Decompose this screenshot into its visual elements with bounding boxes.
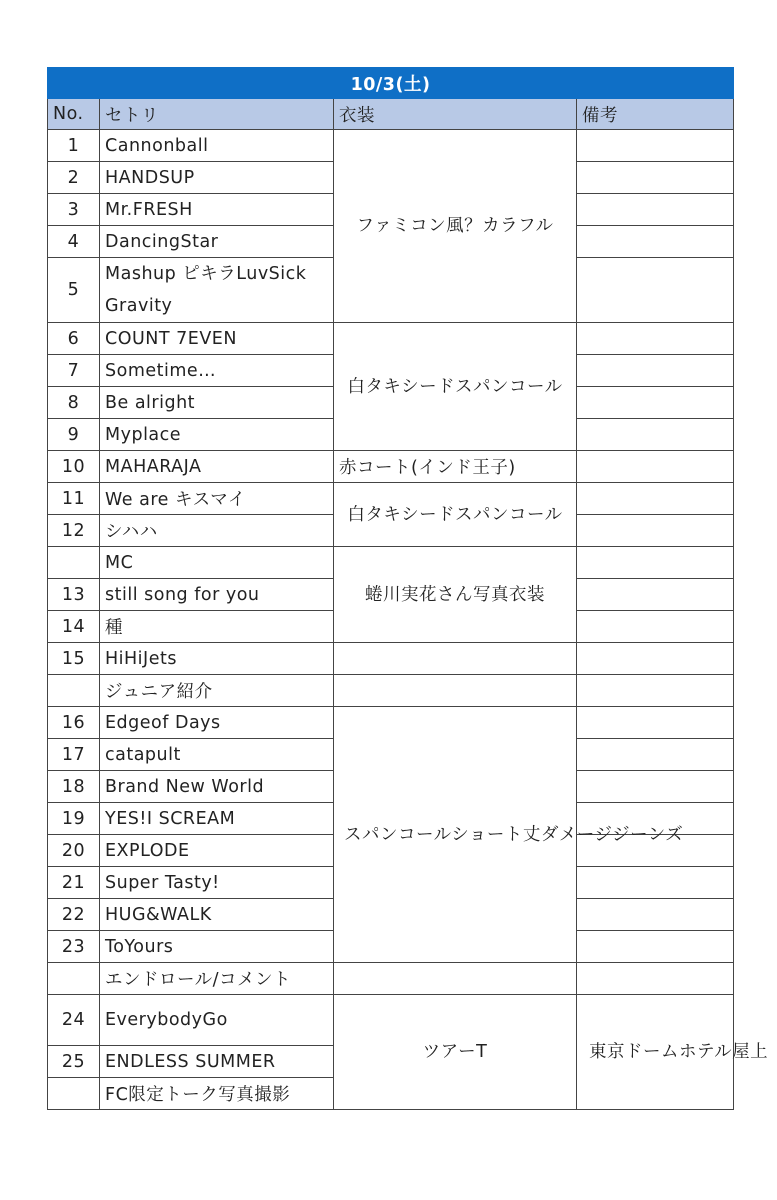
note-cell xyxy=(577,483,734,515)
row-number: 2 xyxy=(48,162,100,194)
table-row xyxy=(48,483,734,515)
note-cell xyxy=(577,387,734,419)
row-number: 1 xyxy=(48,130,100,162)
setlist-table xyxy=(47,67,769,1110)
costume-cell: ファミコン風？カラフル xyxy=(334,130,577,323)
row-number: 8 xyxy=(48,387,100,419)
note-cell xyxy=(577,355,734,387)
row-number: 4 xyxy=(48,226,100,258)
row-number: 25 xyxy=(48,1046,100,1078)
song-title: ジュニア紹介 xyxy=(100,675,334,707)
table-row xyxy=(48,130,734,162)
row-number: 23 xyxy=(48,931,100,963)
table-row xyxy=(48,995,734,1046)
costume-cell: スパンコールショート丈ダメージジーンズ xyxy=(334,707,577,963)
song-title: Sometime… xyxy=(100,355,334,387)
note-cell xyxy=(577,771,734,803)
note-cell xyxy=(577,323,734,355)
row-number: 16 xyxy=(48,707,100,739)
note-cell xyxy=(577,194,734,226)
row-number: 18 xyxy=(48,771,100,803)
row-number: 22 xyxy=(48,899,100,931)
song-title: COUNT 7EVEN xyxy=(100,323,334,355)
note-cell: 東京ドームホテル屋上 xyxy=(577,995,734,1110)
song-title: We are キスマイ xyxy=(100,483,334,515)
song-title: HUG&WALK xyxy=(100,899,334,931)
song-title: ToYours xyxy=(100,931,334,963)
row-number: 13 xyxy=(48,579,100,611)
note-cell xyxy=(577,643,734,675)
row-number xyxy=(48,547,100,579)
note-cell xyxy=(577,547,734,579)
costume-cell xyxy=(334,643,577,675)
note-cell xyxy=(577,515,734,547)
row-number xyxy=(48,963,100,995)
row-number: 12 xyxy=(48,515,100,547)
song-title: Cannonball xyxy=(100,130,334,162)
song-title: EverybodyGo xyxy=(100,995,334,1046)
row-number: 7 xyxy=(48,355,100,387)
song-title: still song for you xyxy=(100,579,334,611)
note-cell xyxy=(577,963,734,995)
date-title: 10/3(土) xyxy=(48,68,734,99)
song-title: Mr.FRESH xyxy=(100,194,334,226)
table-row xyxy=(48,547,734,579)
costume-cell: 赤コート(インド王子) xyxy=(334,451,577,483)
note-cell xyxy=(577,931,734,963)
header-costume: 衣装 xyxy=(334,99,577,130)
row-number: 6 xyxy=(48,323,100,355)
song-title: Super Tasty! xyxy=(100,867,334,899)
table-row xyxy=(48,963,734,995)
song-title: Mashup ピキラLuvSick Gravity xyxy=(100,258,334,323)
header-no: No. xyxy=(48,99,100,130)
costume-cell xyxy=(334,963,577,995)
row-number: 20 xyxy=(48,835,100,867)
table-row xyxy=(48,451,734,483)
note-cell xyxy=(577,739,734,771)
song-title: MAHARAJA xyxy=(100,451,334,483)
note-cell xyxy=(577,611,734,643)
song-title: Be alright xyxy=(100,387,334,419)
costume-cell: ツアーT xyxy=(334,995,577,1110)
song-title: EXPLODE xyxy=(100,835,334,867)
costume-cell: 白タキシードスパンコール xyxy=(334,323,577,451)
song-title: エンドロール/コメント xyxy=(100,963,334,995)
song-title: HANDSUP xyxy=(100,162,334,194)
note-cell xyxy=(577,867,734,899)
song-title: シハハ xyxy=(100,515,334,547)
song-title: ENDLESS SUMMER xyxy=(100,1046,334,1078)
song-title: 種 xyxy=(100,611,334,643)
row-number: 9 xyxy=(48,419,100,451)
note-cell xyxy=(577,130,734,162)
row-number: 3 xyxy=(48,194,100,226)
table-row xyxy=(48,675,734,707)
song-title: HiHiJets xyxy=(100,643,334,675)
row-number: 11 xyxy=(48,483,100,515)
row-number: 10 xyxy=(48,451,100,483)
row-number: 17 xyxy=(48,739,100,771)
table-row xyxy=(48,643,734,675)
note-cell xyxy=(577,258,734,323)
row-number: 24 xyxy=(48,995,100,1046)
note-cell xyxy=(577,675,734,707)
costume-cell xyxy=(334,675,577,707)
song-title: FC限定トーク写真撮影 xyxy=(100,1078,334,1110)
note-cell xyxy=(577,162,734,194)
song-title: Brand New World xyxy=(100,771,334,803)
row-number xyxy=(48,1078,100,1110)
row-number: 19 xyxy=(48,803,100,835)
note-cell xyxy=(577,451,734,483)
note-cell xyxy=(577,899,734,931)
song-title: MC xyxy=(100,547,334,579)
note-cell xyxy=(577,707,734,739)
note-cell xyxy=(577,226,734,258)
note-cell xyxy=(577,579,734,611)
header-note: 備考 xyxy=(577,99,734,130)
header-song: セトリ xyxy=(100,99,334,130)
row-number xyxy=(48,675,100,707)
costume-cell: 蜷川実花さん写真衣装 xyxy=(334,547,577,643)
title-row xyxy=(48,68,734,99)
costume-cell: 白タキシードスパンコール xyxy=(334,483,577,547)
song-title: catapult xyxy=(100,739,334,771)
song-title: Edgeof Days xyxy=(100,707,334,739)
header-row xyxy=(48,99,734,130)
row-number: 14 xyxy=(48,611,100,643)
song-title: DancingStar xyxy=(100,226,334,258)
table-row xyxy=(48,323,734,355)
row-number: 21 xyxy=(48,867,100,899)
row-number: 5 xyxy=(48,258,100,323)
song-title: YES!I SCREAM xyxy=(100,803,334,835)
table-row xyxy=(48,707,734,739)
song-title: Myplace xyxy=(100,419,334,451)
row-number: 15 xyxy=(48,643,100,675)
note-cell xyxy=(577,419,734,451)
